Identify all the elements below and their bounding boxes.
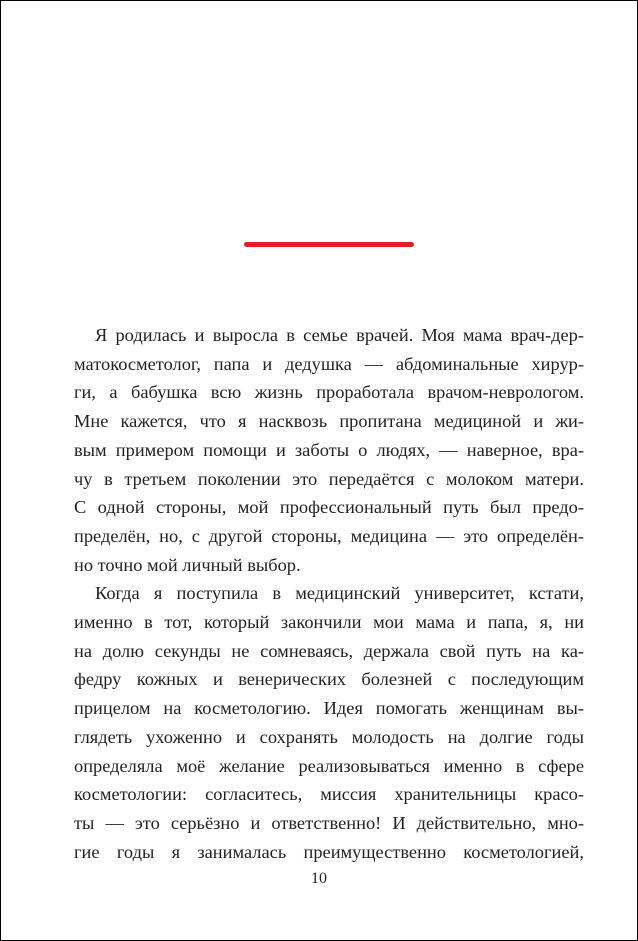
text-line: пределён, но, с другой стороны, медицина — это определён-	[74, 525, 584, 546]
text-line: гие годы я занималась преимущественно косметологией,	[74, 841, 584, 862]
text-line: определяла моё желание реализовываться именно в сфере	[74, 755, 584, 776]
red-divider-rule	[244, 242, 414, 247]
text-line: ги, а бабушка всю жизнь проработала врачом-неврологом.	[74, 382, 584, 403]
text-line: косметологии: согласитесь, миссия хранительницы красо-	[74, 784, 584, 805]
text-line: глядеть ухоженно и сохранять молодость на долгие годы	[74, 726, 584, 747]
text-line: ты — это серьёзно и ответственно! И действительно, мно-	[74, 812, 584, 833]
text-line: чу в третьем поколении это передаётся с молоком матери.	[74, 468, 584, 489]
text-line: С одной стороны, мой профессиональный путь был предо-	[74, 497, 584, 518]
text-line: Я родилась и выросла в семье врачей. Моя мама врач-дер-	[95, 325, 584, 345]
text-line: но точно мой личный выбор.	[74, 554, 301, 575]
text-line: Мне кажется, что я насквозь пропитана медициной и жи-	[74, 411, 584, 432]
text-line: именно в тот, который закончили мои мама и папа, я, ни	[74, 612, 584, 633]
text-line: на долю секунды не сомневаясь, держала свой путь на ка-	[74, 640, 584, 661]
body-text	[74, 321, 584, 866]
paragraph-1	[74, 321, 584, 579]
text-line: вым примером помощи и заботы о людях, — наверное, вра-	[74, 439, 584, 460]
text-line: прицелом на косметологию. Идея помогать женщинам вы-	[74, 698, 584, 719]
text-line: матокосметолог, папа и дедушка — абдоминальные хирур-	[74, 353, 584, 374]
text-line: федру кожных и венерических болезней с последующим	[74, 669, 584, 690]
text-line: Когда я поступила в медицинский университет, кстати,	[95, 583, 584, 604]
paragraph-2	[74, 579, 584, 866]
page-number: 10	[311, 870, 327, 887]
